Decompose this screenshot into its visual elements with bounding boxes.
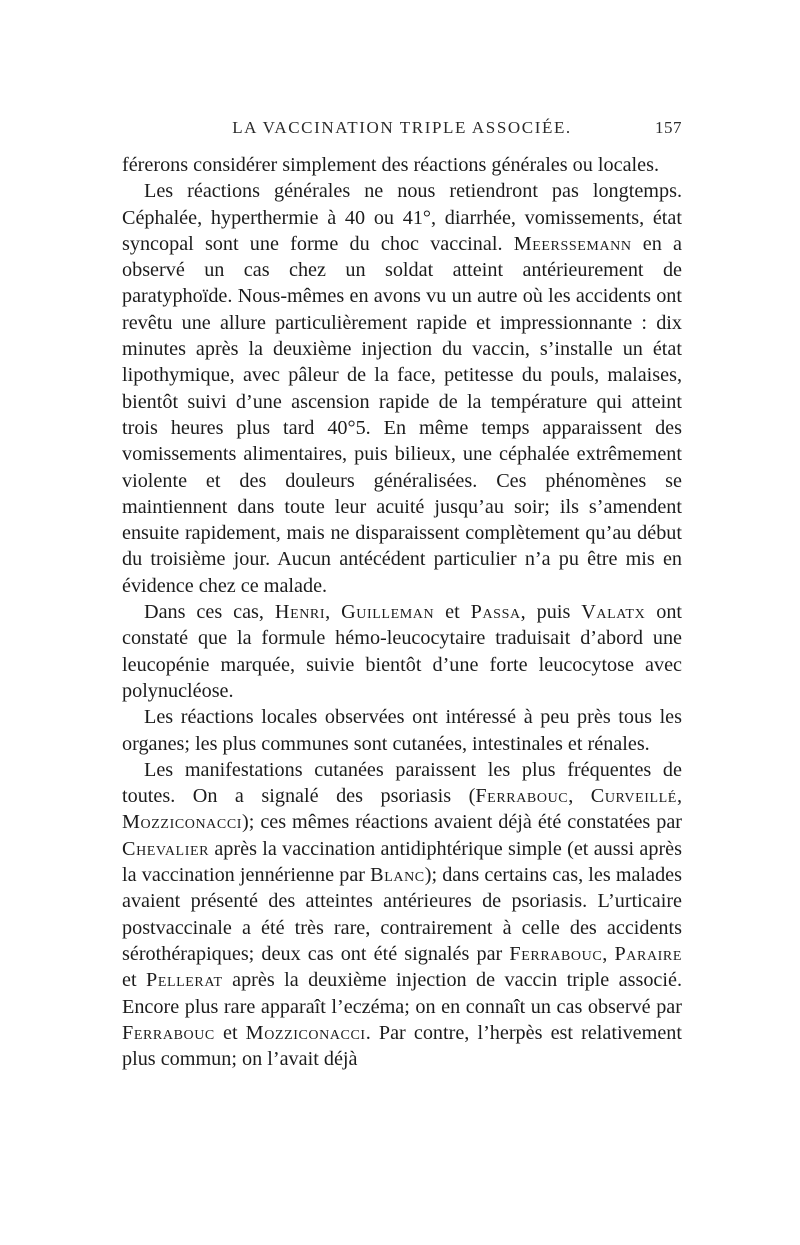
text-run: Les réactions locales observées ont intéressé à peu près tous les organes; les plus communes sont cutanées, intestinales et rénales.	[122, 706, 682, 755]
author-name: Ferrabouc	[475, 785, 569, 808]
author-name: Ferrabouc	[122, 1021, 215, 1044]
running-header	[122, 118, 682, 142]
text-run: ); dans certains cas, les malades avaient présenté des atteintes antérieures de psoriasis. L’urticaire postvaccinale a été très rare, contrairement à celle des accidents sérothérapiques; deux cas ont été signalés par	[122, 864, 682, 965]
text-run: Dans ces cas,	[144, 601, 275, 624]
text-run: ,	[568, 785, 591, 808]
text-run: Les réactions générales ne nous retiendront pas longtemps. Céphalée, hyperthermie à 40 ou 41°, diarrhée, vomissements, état syncopal sont une forme du choc vaccinal.	[122, 180, 682, 255]
text-run: ont constaté que la formule hémo-leucocytaire traduisait d’abord une leucopénie marquée, suivie bientôt d’une forte leucocytose avec polynucléose.	[122, 601, 683, 702]
author-name: Blanc	[370, 864, 425, 887]
text-run: , puis	[520, 601, 582, 624]
author-name: Paraire	[614, 942, 683, 965]
text-run: et	[214, 1021, 246, 1044]
text-run: . Par contre, l’herpès est relativement plus commun; on l’avait déjà	[122, 1021, 682, 1071]
author-name: Guilleman	[341, 601, 435, 624]
author-name: Henri	[274, 601, 326, 624]
paragraph	[122, 704, 682, 757]
text-run: en a observé un cas chez un soldat atteint antérieurement de paratyphoïde. Nous-mêmes en avons vu un autre où les accidents ont revêtu une allure particulièrement rapide et impressionnante : dix minutes après la deuxième injection du vaccin, s’installe un état lipothymique, avec pâleur de la face, petitesse du pouls, malaises, bientôt suivi d’une ascension rapide de la température qui atteint trois heures plus tard 40°5. En même temps apparaissent des vomissements alimentaires, puis bilieux, une céphalée extrêmement violente et des douleurs généralisées. Ces phénomènes se maintiennent dans toute leur acuité jusqu’au soir; ils s’amendent ensuite rapidement, mais ne disparaissent complètement qu’au début du troisième jour. Aucun antécédent particulier n’a pu être mis en évidence chez ce malade.	[122, 232, 682, 597]
text-run: après la vaccination antidiphtérique simple (et aussi après la vaccination jennérienne par	[122, 837, 682, 887]
text-run: et	[434, 601, 471, 624]
author-name: Meerssemann	[513, 232, 632, 255]
paragraph	[122, 757, 682, 1073]
author-name: Valatx	[581, 601, 646, 624]
text-run: après la deuxième injection de vaccin triple associé. Encore plus rare apparaît l’eczéma; on en connaît un cas observé par	[122, 969, 682, 1018]
author-name: Pellerat	[146, 969, 223, 992]
author-name: Ferrabouc	[509, 942, 603, 965]
paragraph	[122, 599, 682, 704]
paragraph	[122, 178, 682, 599]
running-title: LA VACCINATION TRIPLE ASSOCIÉE.	[232, 118, 572, 137]
text-run: Les manifestations cutanées paraissent les plus fréquentes de toutes. On a signalé des psoriasis (	[122, 758, 682, 808]
text-run: ,	[602, 942, 615, 965]
text-run: ,	[676, 785, 682, 808]
author-name: Chevalier	[122, 837, 210, 860]
body-text	[122, 152, 682, 1072]
page-number: 157	[655, 118, 682, 137]
author-name: Passa	[470, 601, 521, 624]
author-name: Mozziconacci	[245, 1021, 366, 1044]
text-run: ); ces mêmes réactions avaient déjà été constatées par	[242, 811, 682, 834]
author-name: Mozziconacci	[122, 811, 243, 834]
text-run: et	[122, 969, 146, 992]
text-run: ,	[325, 601, 342, 624]
author-name: Curveillé	[590, 785, 677, 808]
paragraph	[122, 152, 682, 178]
text-run: férerons considérer simplement des réactions générales ou locales.	[122, 154, 659, 176]
